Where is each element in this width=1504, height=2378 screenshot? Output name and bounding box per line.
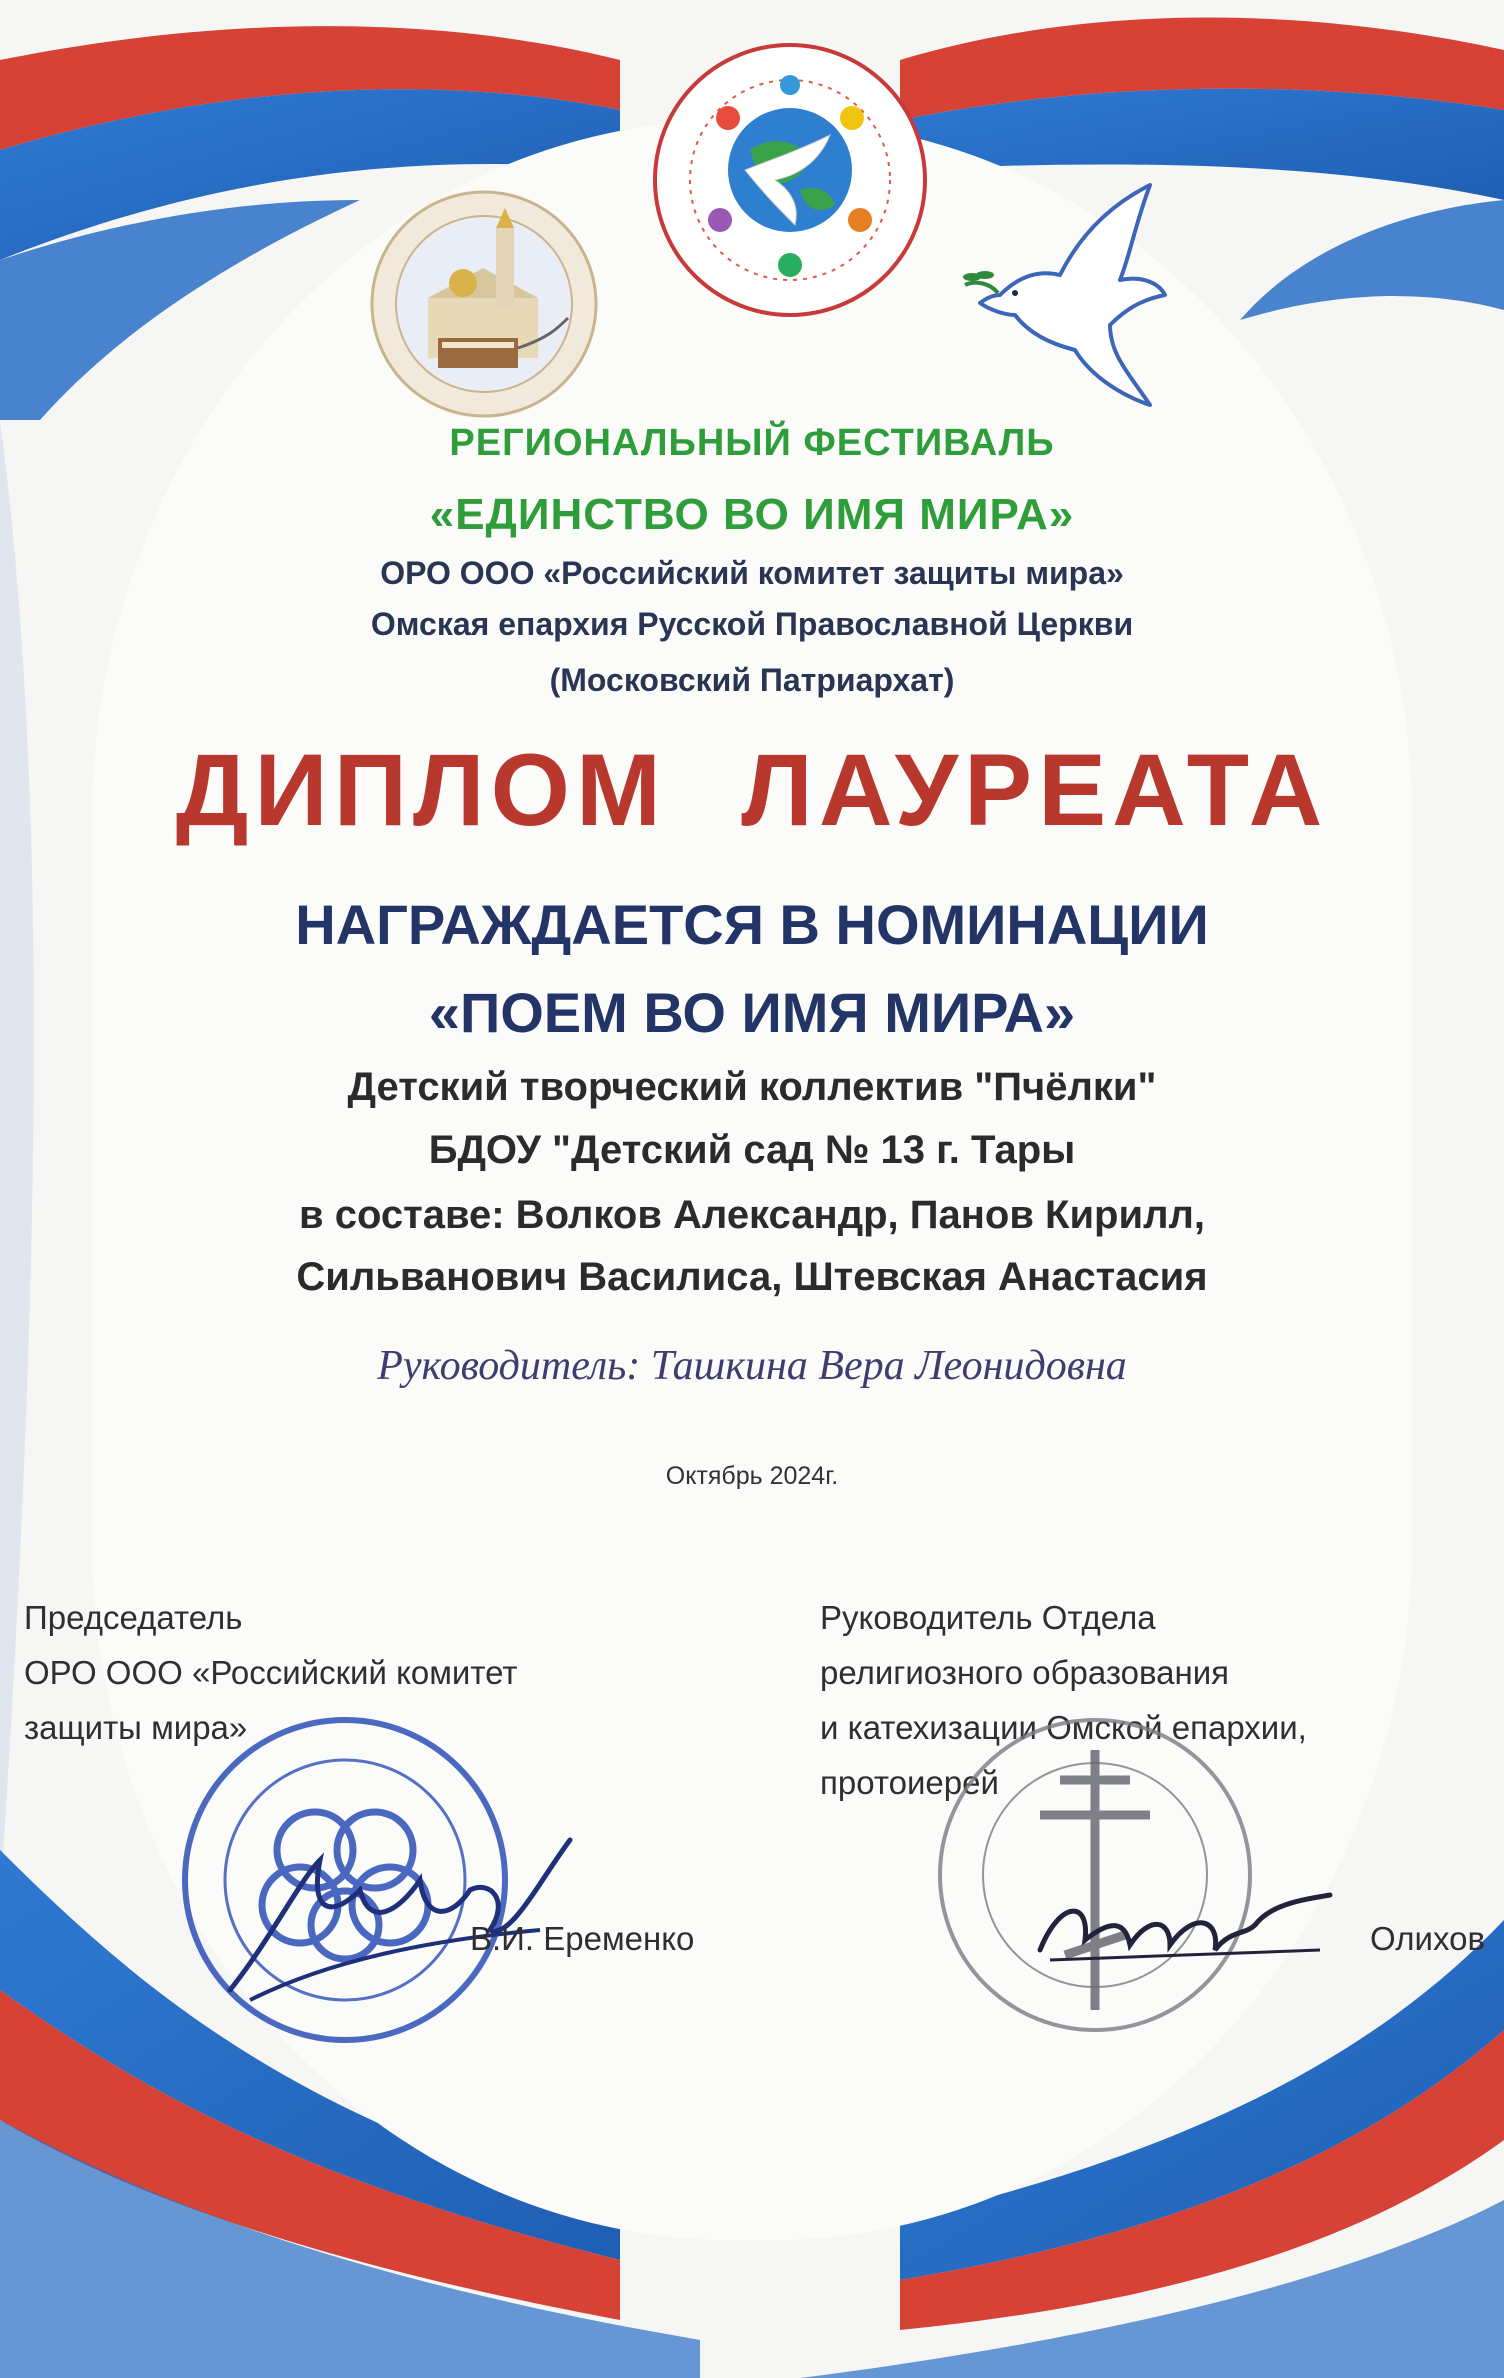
leader-line: Руководитель: Ташкина Вера Леонидовна bbox=[377, 1343, 1127, 1389]
awardee-line-1: Детский творческий коллектив "Пчёлки" bbox=[347, 1065, 1157, 1109]
dove-icon bbox=[960, 175, 1175, 415]
signatory-left-line-1: Председатель bbox=[24, 1599, 243, 1636]
nomination-name: «ПОЕМ ВО ИМЯ МИРА» bbox=[428, 981, 1076, 1044]
signatory-left-line-2: ОРО ООО «Российский комитет bbox=[24, 1654, 518, 1691]
organizer-line-2: Омская епархия Русской Православной Церкви bbox=[370, 606, 1134, 642]
orthodox-logo bbox=[368, 188, 600, 420]
diploma-title: ДИПЛОМ ЛАУРЕАТА bbox=[175, 733, 1329, 847]
issue-date: Октябрь 2024г. bbox=[665, 1462, 839, 1490]
festival-logo bbox=[650, 40, 930, 320]
awardee-line-3: в составе: Волков Александр, Панов Кирилл, bbox=[299, 1193, 1205, 1237]
festival-line-2: «ЕДИНСТВО ВО ИМЯ МИРА» bbox=[429, 490, 1075, 539]
nomination-heading: НАГРАЖДАЕТСЯ В НОМИНАЦИИ bbox=[295, 893, 1209, 956]
signatory-left-name: В.И. Еременко bbox=[470, 1920, 695, 1957]
signatory-right-line-3: и катехизации Омской епархии, bbox=[820, 1709, 1307, 1746]
awardee-line-4: Сильванович Василиса, Штевская Анастасия bbox=[296, 1255, 1208, 1299]
signatory-left-line-3: защиты мира» bbox=[24, 1709, 248, 1746]
awardee-line-2: БДОУ "Детский сад № 13 г. Тары bbox=[428, 1128, 1076, 1172]
festival-line-1: РЕГИОНАЛЬНЫЙ ФЕСТИВАЛЬ bbox=[449, 422, 1055, 464]
stamp-right bbox=[930, 1710, 1260, 2040]
signatory-right-line-1: Руководитель Отдела bbox=[820, 1599, 1156, 1636]
signatory-right-name: Олихов bbox=[1370, 1920, 1486, 1957]
signatory-right-line-2: религиозного образования bbox=[820, 1654, 1230, 1691]
organizer-line-3: (Московский Патриархат) bbox=[549, 662, 955, 698]
organizer-line-1: ОРО ООО «Российский комитет защиты мира» bbox=[380, 555, 1124, 591]
signature-right bbox=[1030, 1880, 1350, 1980]
signatory-right-line-4: протоиерей bbox=[820, 1764, 999, 1801]
